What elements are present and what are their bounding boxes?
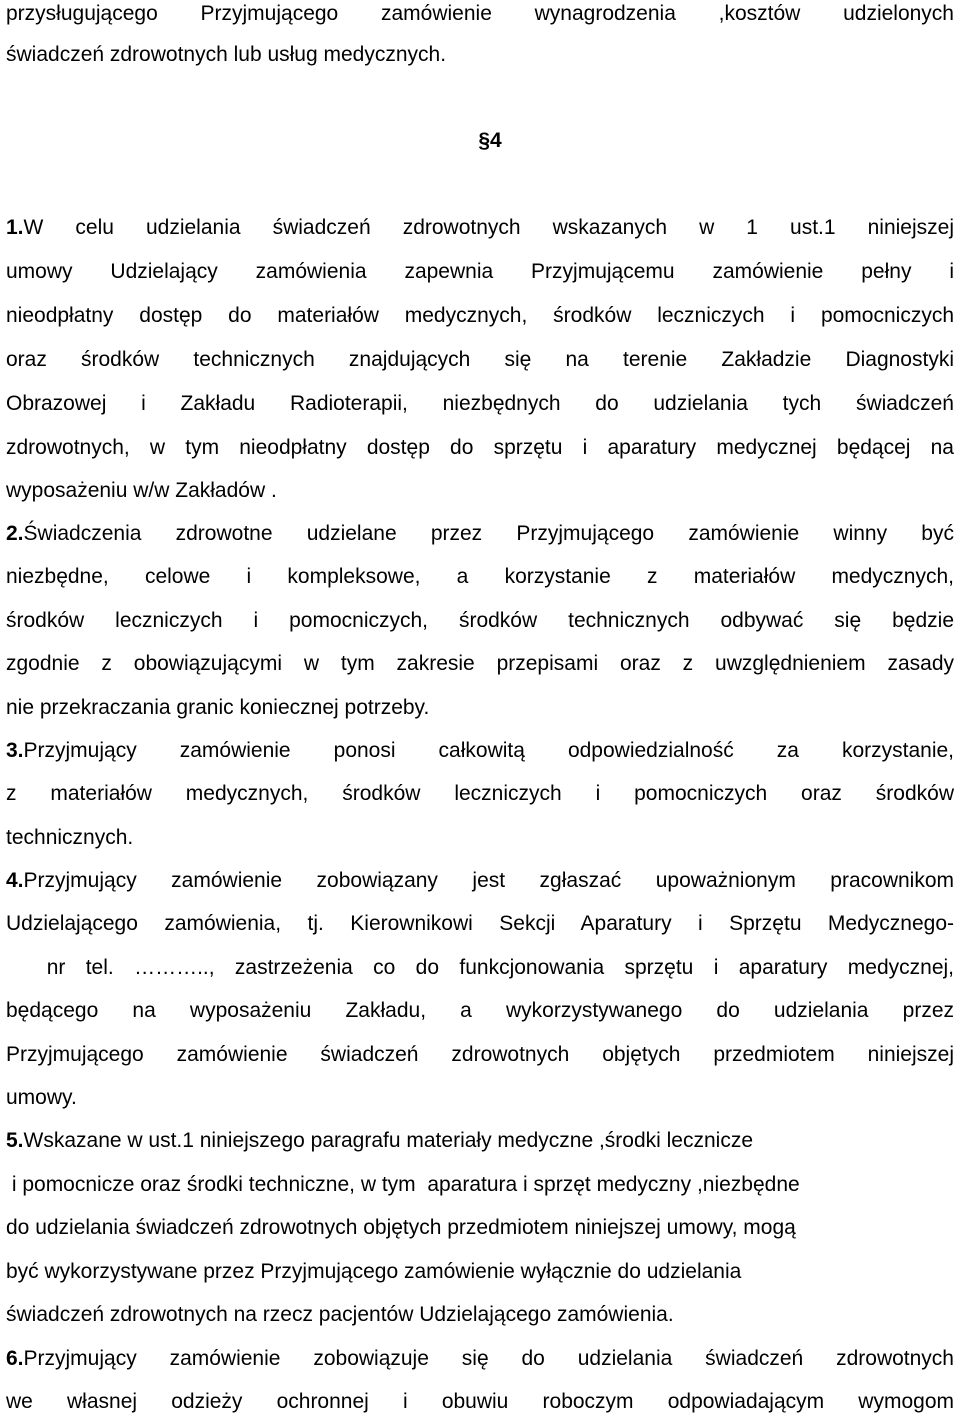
- point-2-line: nie przekraczania granic koniecznej potrzeby.: [6, 696, 430, 719]
- point-6-line: 6.Przyjmujący zamówienie zobowiązuje się do udzielania świadczeń zdrowotnych: [6, 1347, 954, 1370]
- point-4-line: nr tel. ……….., zastrzeżenia co do funkcjonowania sprzętu i aparatury medycznej,: [6, 956, 954, 979]
- point-1-line: 1.W celu udzielania świadczeń zdrowotnych wskazanych w 1 ust.1 niniejszej: [6, 216, 954, 239]
- point-5-line: świadczeń zdrowotnych na rzecz pacjentów Udzielającego zamówienia.: [6, 1303, 674, 1326]
- point-4-line: Przyjmującego zamówienie świadczeń zdrowotnych objętych przedmiotem niniejszej: [6, 1043, 954, 1066]
- point-6-line: we własnej odzieży ochronnej i obuwiu roboczym odpowiadającym wymogom: [6, 1390, 954, 1413]
- point-number: 3.: [6, 739, 24, 762]
- point-1-line: umowy Udzielający zamówienia zapewnia Przyjmującemu zamówienie pełny i: [6, 260, 954, 283]
- point-4-line: 4.Przyjmujący zamówienie zobowiązany jest zgłaszać upoważnionym pracownikom: [6, 869, 954, 892]
- point-number: 4.: [6, 869, 24, 892]
- point-5-line: 5.Wskazane w ust.1 niniejszego paragrafu materiały medyczne ,środki lecznicze: [6, 1129, 754, 1152]
- point-number: 5.: [6, 1129, 24, 1152]
- intro-line: świadczeń zdrowotnych lub usług medycznych.: [6, 43, 447, 66]
- point-3-line: z materiałów medycznych, środków leczniczych i pomocniczych oraz środków: [6, 782, 954, 805]
- section-title: §4: [478, 129, 502, 152]
- point-1-line: nieodpłatny dostęp do materiałów medycznych, środków leczniczych i pomocniczych: [6, 304, 954, 327]
- point-3-line: technicznych.: [6, 826, 134, 849]
- point-4-line: Udzielającego zamówienia, tj. Kierownikowi Sekcji Aparatury i Sprzętu Medycznego-: [6, 912, 954, 935]
- point-2-line: niezbędne, celowe i kompleksowe, a korzystanie z materiałów medycznych,: [6, 565, 954, 588]
- point-1-line: oraz środków technicznych znajdujących się na terenie Zakładzie Diagnostyki: [6, 348, 954, 371]
- point-2-line: zgodnie z obowiązującymi w tym zakresie przepisami oraz z uwzględnieniem zasady: [6, 652, 954, 675]
- point-1-line: zdrowotnych, w tym nieodpłatny dostęp do sprzętu i aparatury medycznej będącej na: [6, 436, 954, 459]
- point-5-line: do udzielania świadczeń zdrowotnych objętych przedmiotem niniejszej umowy, mogą: [6, 1216, 796, 1239]
- point-4-line: będącego na wyposażeniu Zakładu, a wykorzystywanego do udzielania przez: [6, 999, 954, 1022]
- intro-line: przysługującego Przyjmującego zamówienie wynagrodzenia ,kosztów udzielonych: [6, 2, 954, 25]
- point-number: 2.: [6, 522, 24, 545]
- point-2-line: 2.Świadczenia zdrowotne udzielane przez Przyjmującego zamówienie winny być: [6, 522, 954, 545]
- point-1-line: Obrazowej i Zakładu Radioterapii, niezbędnych do udzielania tych świadczeń: [6, 392, 954, 415]
- point-3-line: 3.Przyjmujący zamówienie ponosi całkowitą odpowiedzialność za korzystanie,: [6, 739, 954, 762]
- point-5-line: i pomocnicze oraz środki techniczne, w tym aparatura i sprzęt medyczny ,niezbędne: [6, 1173, 800, 1196]
- point-4-line: umowy.: [6, 1086, 77, 1109]
- point-2-line: środków leczniczych i pomocniczych, środków technicznych odbywać się będzie: [6, 609, 954, 632]
- point-number: 1.: [6, 216, 24, 239]
- point-5-line: być wykorzystywane przez Przyjmującego zamówienie wyłącznie do udzielania: [6, 1260, 742, 1283]
- point-number: 6.: [6, 1347, 24, 1370]
- point-1-line: wyposażeniu w/w Zakładów .: [6, 479, 277, 502]
